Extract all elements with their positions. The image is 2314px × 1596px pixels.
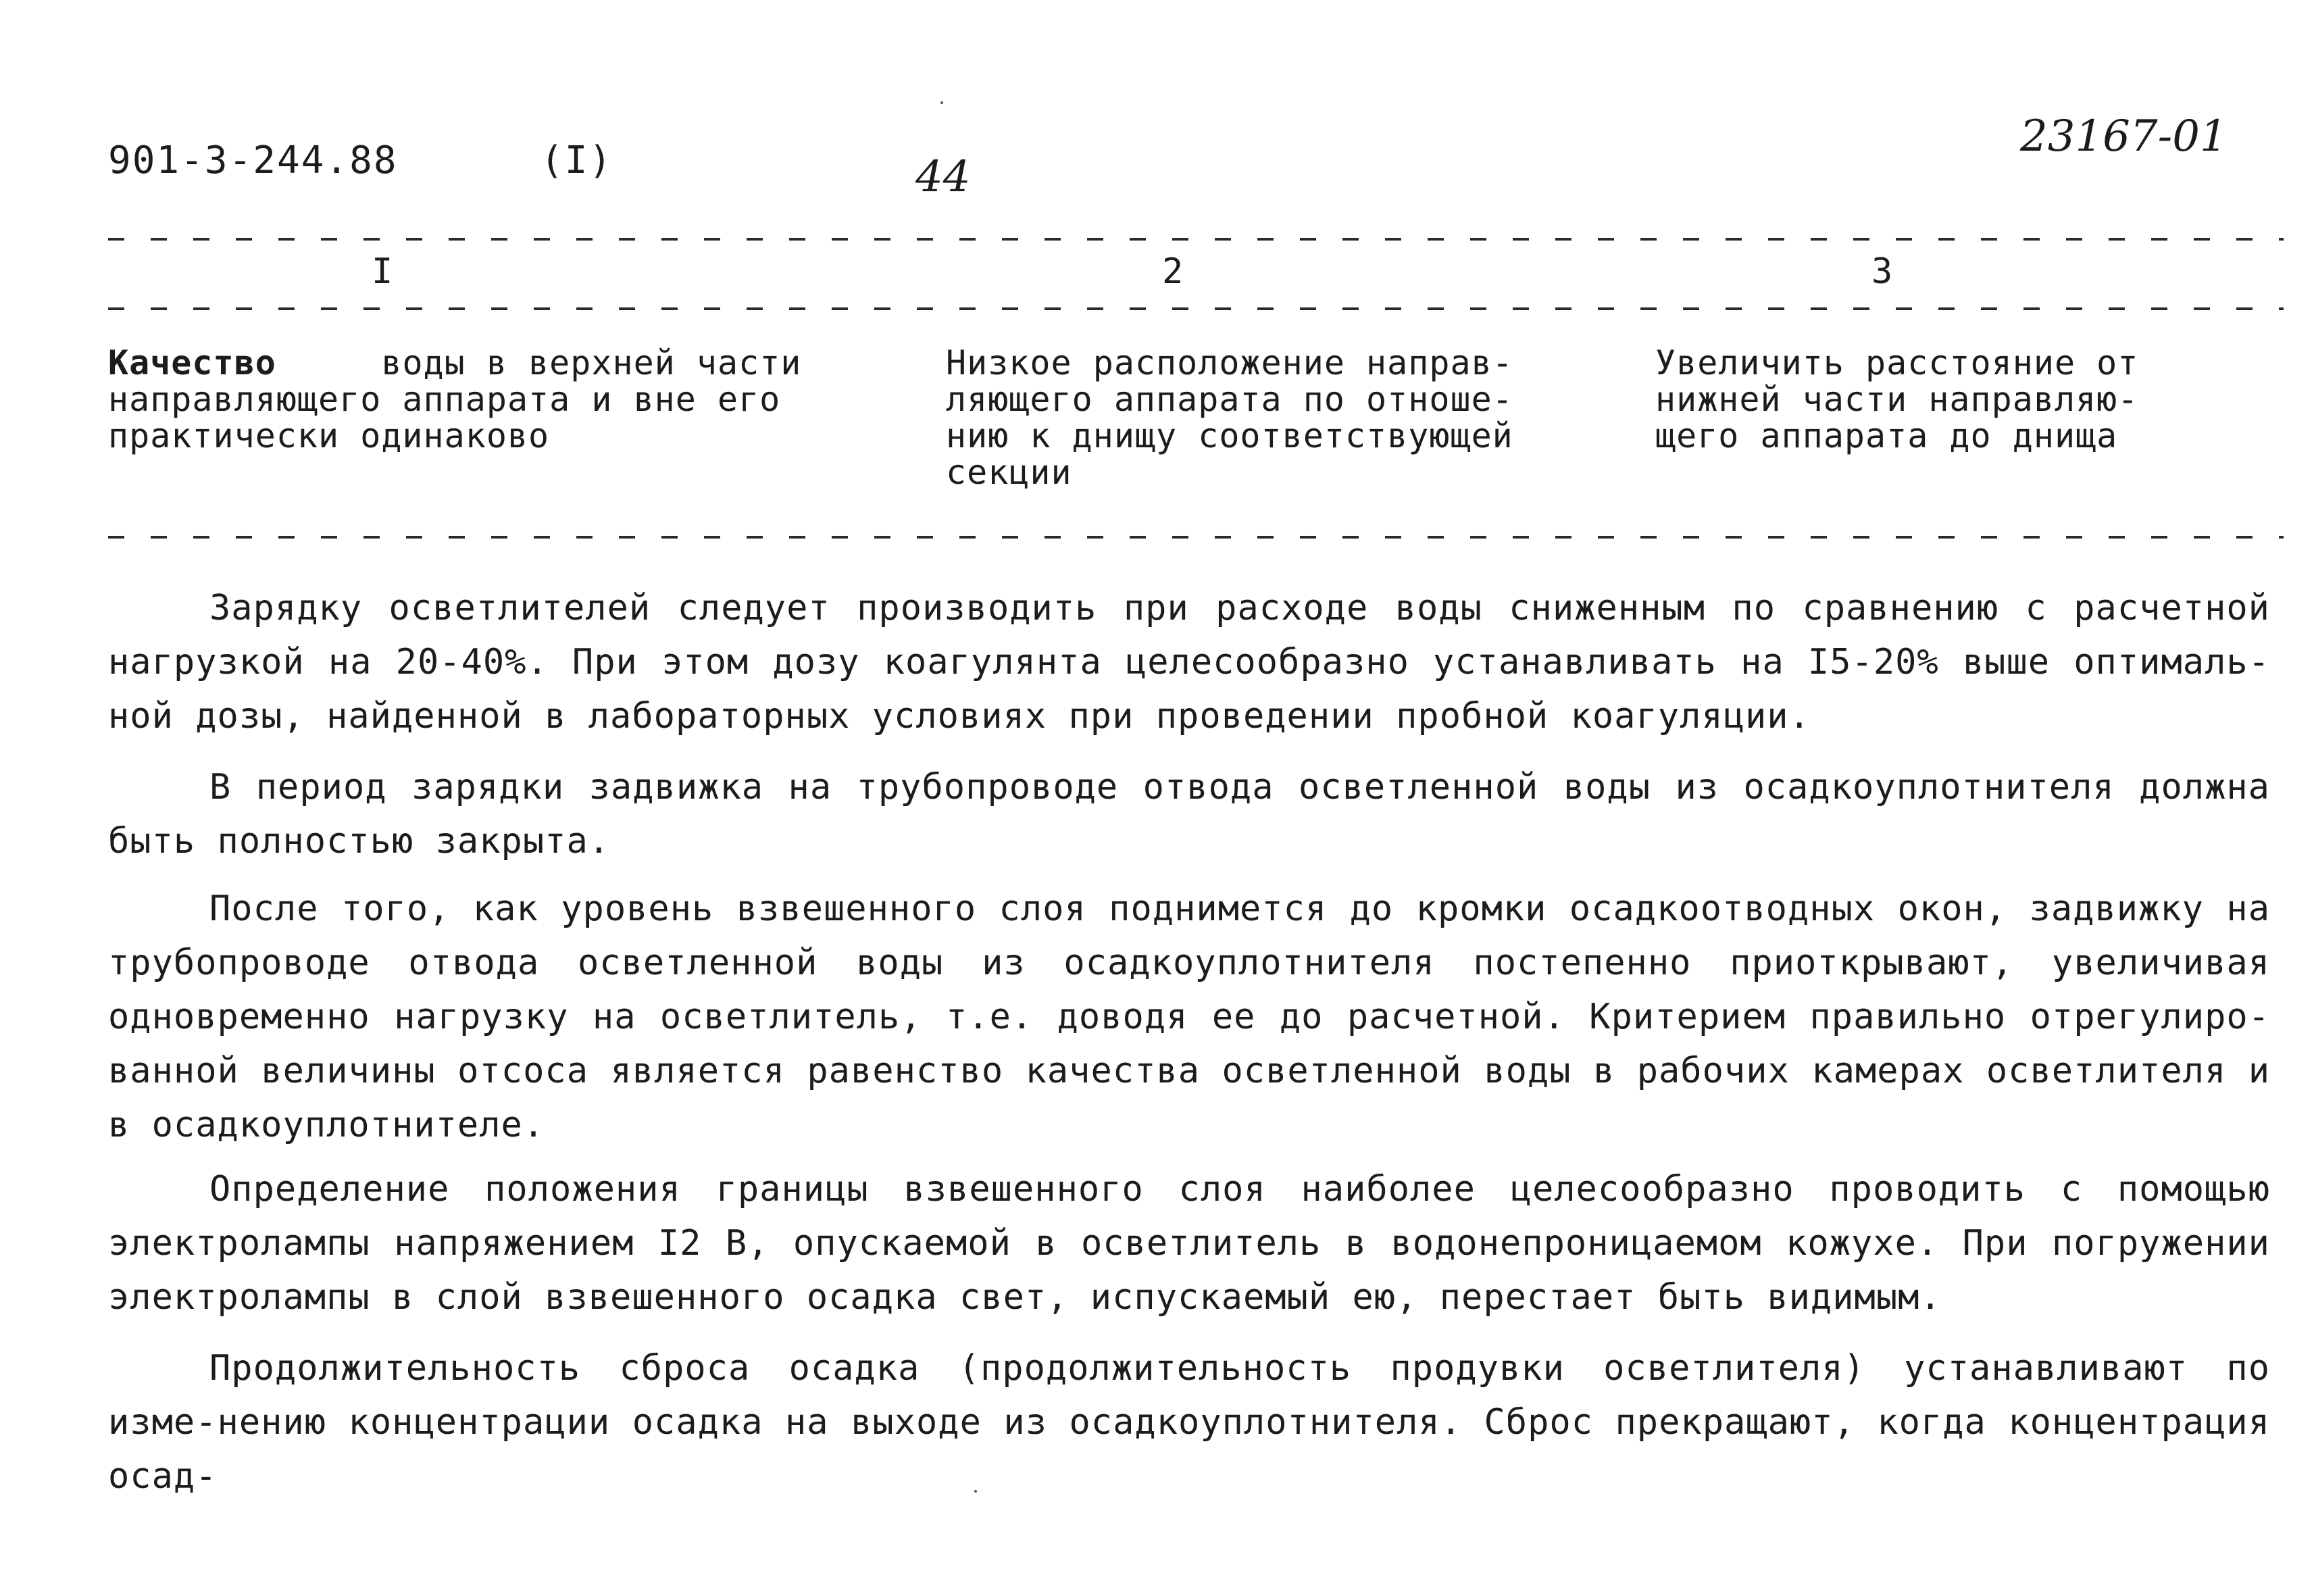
table-top-rule xyxy=(108,238,2284,241)
registration-number: 23167-01 xyxy=(2020,111,2228,161)
paragraph-2: В период зарядки задвижка на трубопроводе отвода осветленной воды из осадкоуплотнителя должна быть полностью закрыта. xyxy=(108,767,2270,862)
column-number-3: 3 xyxy=(1871,251,1893,292)
scan-speck xyxy=(940,101,943,104)
table-bottom-rule xyxy=(108,536,2284,539)
column-number-1: I xyxy=(372,251,393,292)
scan-speck xyxy=(974,1490,977,1493)
paragraph-4: Определение положения границы взвешенного слоя наиболее целесообразно проводить с помощью электролампы напряжением I2 В, опускаемой в осветлитель в водонепроницаемом кожухе. При погружении электролампы в слой взвешенного осадка свет, испускаемый ею, перестает быть видимым. xyxy=(108,1169,2270,1318)
column-number-2: 2 xyxy=(1162,251,1184,292)
paragraph-3: После того, как уровень взвешенного слоя поднимется до кромки осадкоотводных окон, задвижку на трубопроводе отвода осветленной воды из осадкоуплотнителя постепенно приоткрывают, увеличивая одновременно нагрузку на осветлитель, т.е. доводя ее до расчетной. Критерием правильно отрегулиро-ванной величины отсоса является равенство качества осветленной воды в рабочих камерах осветлителя и в осадкоуплотнителе. xyxy=(108,889,2270,1145)
document-code: 901-3-244.88 xyxy=(108,139,398,182)
part-number: (I) xyxy=(540,139,613,182)
table-cell-2: Низкое расположение направ- ляющего аппарата по отноше- нию к днищу соответствующей секции xyxy=(946,343,1513,492)
paragraph-5: Продолжительность сброса осадка (продолжительность продувки осветлителя) устанавливают по изме-нению концентрации осадка на выходе из осадкоуплотнителя. Сброс прекращают, когда концентрация осад- xyxy=(108,1348,2270,1497)
paragraph-1: Зарядку осветлителей следует производить при расходе воды сниженным по сравнению с расчетной нагрузкой на 20-40%. При этом дозу коагулянта целесообразно устанавливать на I5-20% выше оптималь-ной дозы, найденной в лабораторных условиях при проведении пробной коагуляции. xyxy=(108,588,2270,737)
table-header-rule xyxy=(108,307,2284,310)
table-cell-1 xyxy=(108,345,801,454)
table-cell-1-bold: Качество xyxy=(108,343,276,382)
table-cell-1-text: воды в верхней части направляющего аппарата и вне его практически одинаково xyxy=(108,343,802,455)
table-cell-3: Увеличить расстояние от нижней части направляю- щего аппарата до днища xyxy=(1655,343,2139,455)
page-number: 44 xyxy=(915,152,971,202)
